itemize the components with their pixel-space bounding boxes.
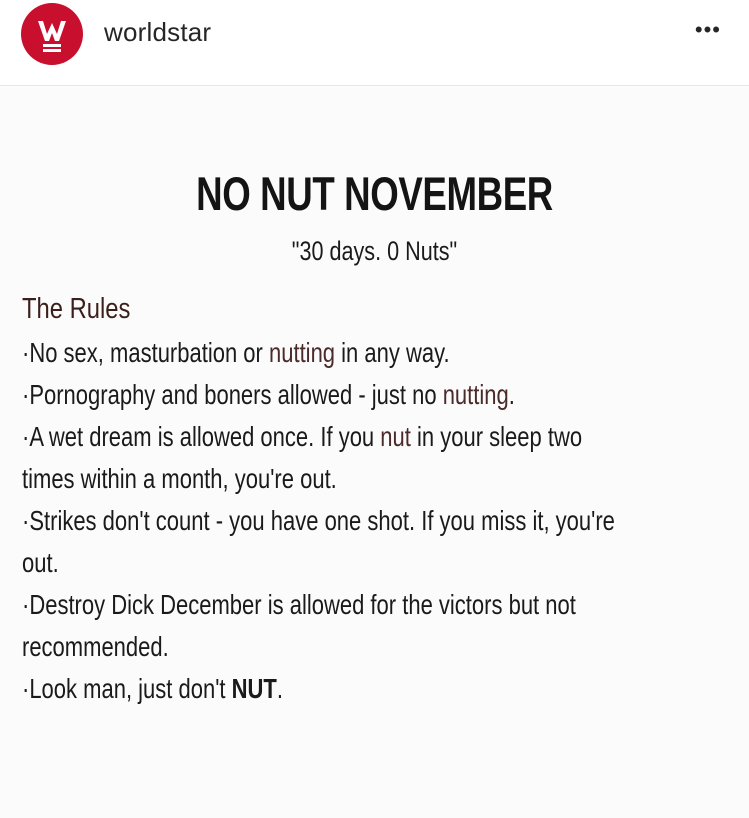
- rule-line: [22, 500, 710, 542]
- post-header: [0, 0, 749, 86]
- post-subtitle: "30 days. 0 Nuts": [291, 236, 458, 266]
- rules-list: [22, 332, 710, 710]
- rule-text: in any way.: [335, 337, 450, 368]
- rule-text: .: [276, 673, 283, 704]
- rule-item: [22, 584, 710, 668]
- rule-text: ·Look man, just don't: [22, 673, 232, 704]
- rule-highlight: NUT: [231, 673, 277, 704]
- rules-heading: The Rules: [22, 293, 131, 325]
- rule-line: [22, 458, 710, 500]
- rule-text: ·Destroy Dick December is allowed for the victors but not: [22, 589, 576, 620]
- rule-line: [22, 542, 710, 584]
- rule-item: [22, 500, 710, 584]
- rule-highlight: nutting: [442, 379, 509, 410]
- rule-text: ·Strikes don't count - you have one shot. If you miss it, you're: [22, 505, 615, 536]
- rule-text: recommended.: [22, 631, 169, 662]
- rule-item: [22, 332, 710, 374]
- rule-text: out.: [22, 547, 59, 578]
- rule-item: [22, 668, 710, 710]
- rule-line: [22, 332, 710, 374]
- more-options-icon[interactable]: •••: [694, 17, 721, 42]
- rule-line: [22, 668, 710, 710]
- post-content: [0, 86, 749, 818]
- avatar[interactable]: [21, 3, 83, 65]
- username[interactable]: worldstar: [104, 17, 212, 47]
- rule-item: [22, 374, 710, 416]
- post-image: [0, 86, 749, 818]
- rule-text: ·No sex, masturbation or: [22, 337, 269, 368]
- rule-item: [22, 416, 710, 500]
- rule-highlight: nutting: [268, 337, 336, 368]
- rule-text: .: [508, 379, 515, 410]
- rule-text: ·A wet dream is allowed once. If you: [22, 421, 381, 452]
- worldstar-logo-icon: [29, 11, 75, 57]
- post-title: NO NUT NOVEMBER: [196, 167, 553, 220]
- rule-highlight: nut: [380, 421, 411, 452]
- rule-line: [22, 374, 710, 416]
- rule-text: ·Pornography and boners allowed - just no: [22, 379, 443, 410]
- rule-text: in your sleep two: [410, 421, 583, 452]
- rule-line: [22, 626, 710, 668]
- rule-line: [22, 416, 710, 458]
- rule-line: [22, 584, 710, 626]
- rule-text: times within a month, you're out.: [22, 463, 337, 494]
